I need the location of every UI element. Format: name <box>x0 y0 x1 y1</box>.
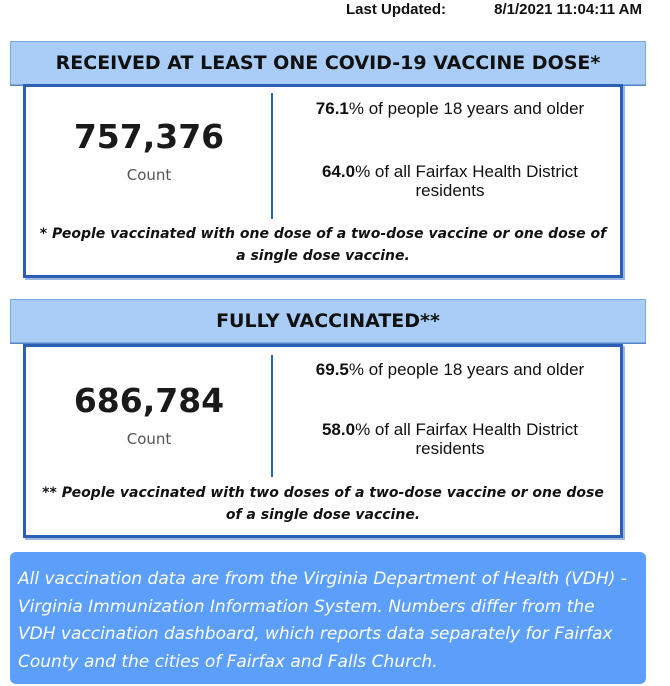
fully-stat-residents <box>278 420 622 458</box>
one-dose-stat-adults-text: % of people 18 years and older <box>348 99 585 118</box>
one-dose-footnote: * People vaccinated with one dose of a two-dose vaccine or one dose of a single dose vaccine. <box>39 226 607 264</box>
one-dose-panel <box>23 84 623 278</box>
last-updated-value: 8/1/2021 11:04:11 AM <box>494 1 642 18</box>
fully-footnote: ** People vaccinated with two doses of a two-dose vaccine or one dose of a single dose vaccine. <box>42 485 604 523</box>
fully-count: 686,784 <box>73 381 225 420</box>
one-dose-divider <box>271 93 273 219</box>
one-dose-stat-adults <box>278 99 622 118</box>
one-dose-stat-residents-pct: 64.0 <box>321 162 356 181</box>
fully-stat-residents-pct: 58.0 <box>321 420 356 439</box>
fully-count-box <box>26 381 272 448</box>
fully-divider <box>271 355 273 477</box>
last-updated-label: Last Updated: <box>345 1 446 18</box>
one-dose-count-box <box>26 117 272 184</box>
data-source-note: All vaccination data are from the Virginia Department of Health (VDH) - Virginia Immunization Information System. Numbers differ from the VDH vaccination dashboard, which reports data separately for Fairfax County and the cities of Fairfax and Falls Church. <box>10 552 646 684</box>
fully-stat-residents-text: % of all Fairfax Health District residents <box>355 420 579 458</box>
one-dose-stat-residents-text: % of all Fairfax Health District residents <box>355 162 579 200</box>
one-dose-count-label: Count <box>126 166 172 184</box>
fully-vaccinated-header: FULLY VACCINATED** <box>10 299 646 343</box>
fully-vaccinated-panel <box>23 344 623 538</box>
one-dose-stat-residents <box>278 162 622 200</box>
fully-stat-adults-text: % of people 18 years and older <box>348 360 585 379</box>
fully-stat-adults-pct: 69.5 <box>315 360 349 379</box>
last-updated-bar <box>0 0 670 24</box>
fully-stat-adults <box>278 360 622 379</box>
one-dose-count: 757,376 <box>73 117 225 156</box>
one-dose-header: RECEIVED AT LEAST ONE COVID-19 VACCINE DOSE* <box>10 41 646 85</box>
fully-count-label: Count <box>126 430 172 448</box>
one-dose-stat-adults-pct: 76.1 <box>315 99 349 118</box>
